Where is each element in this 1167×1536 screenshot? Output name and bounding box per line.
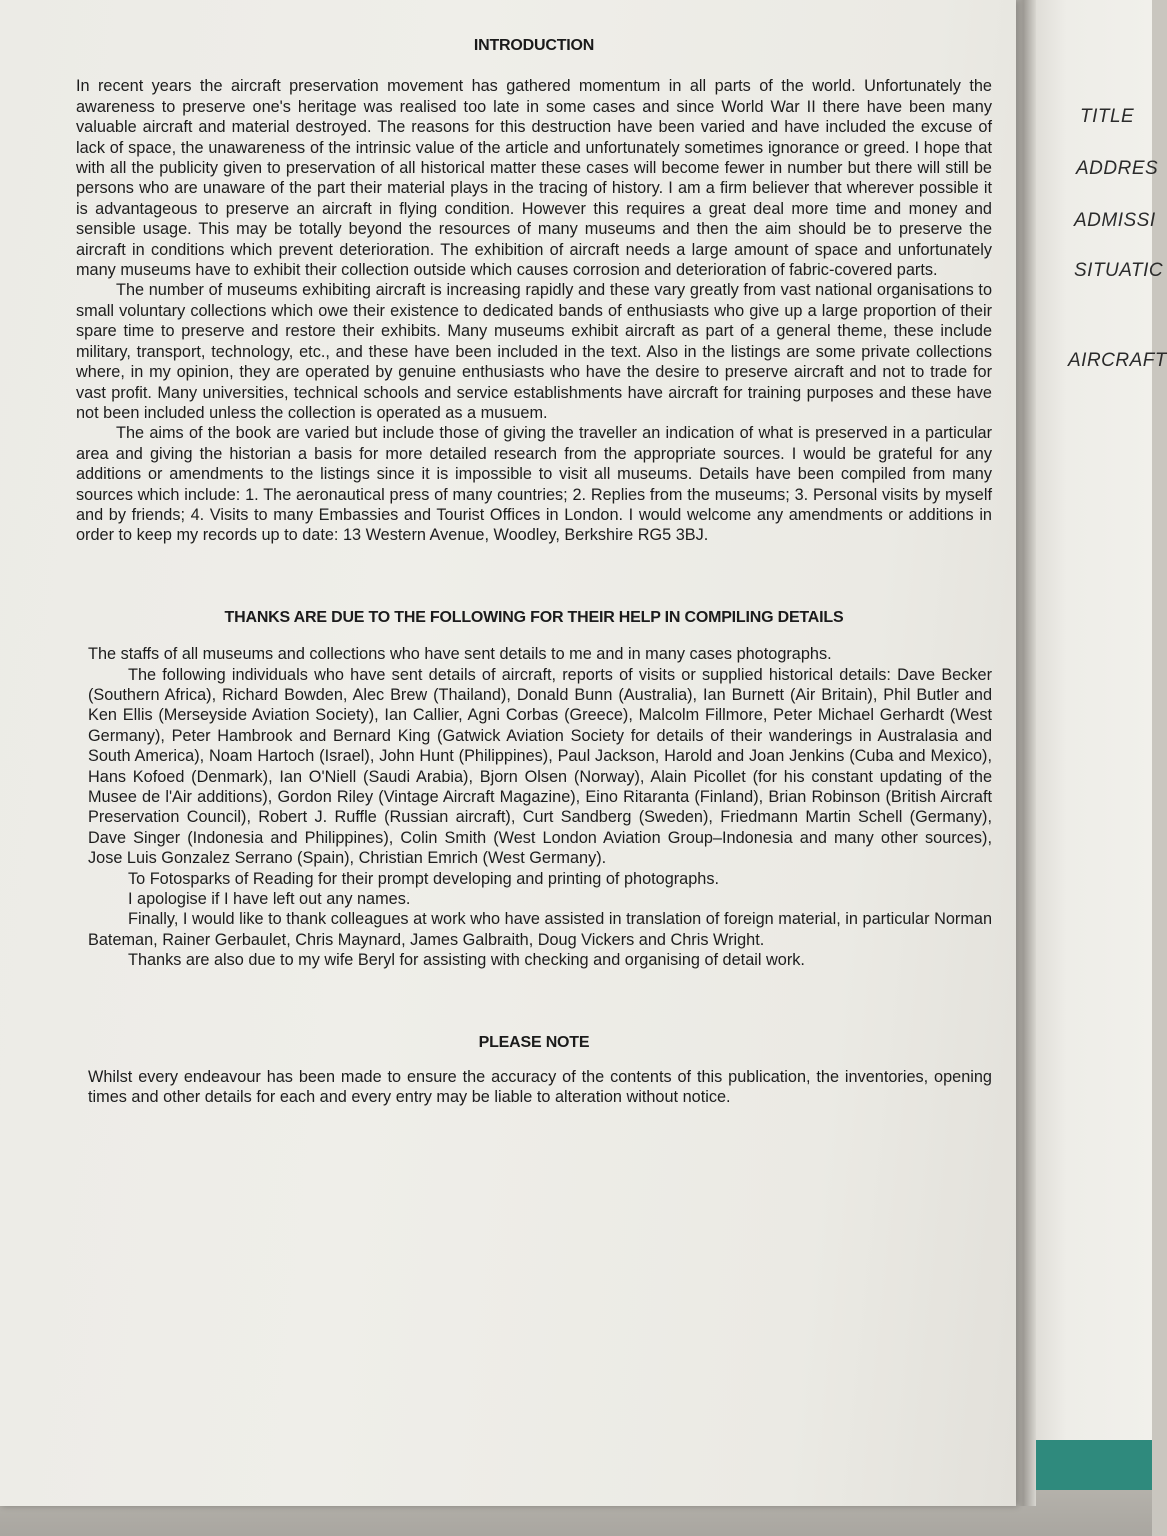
thanks-paragraph-2: The following individuals who have sent details of aircraft, reports of visits or supplied historical details: Dave Becker (Southern Africa), Richard Bowden, Alec Brew (Thailand), Donald Bunn (Australia), Ian Burnett (Air Britain), Phil Butler and Ken Ellis (Merseyside Aviation Society), Ian Callier, Agni Corbas (Greece), Malcolm Fillmore, Peter Michael Gerhardt (West Germany), Peter Hambrook and Bernard King (Gatwick Aviation Society for details of their wanderings in Australasia and South America), Noam Hartoch (Israel), John Hunt (Philippines), Paul Jackson, Harold and Joan Jenkins (Cuba and Mexico), Hans Kofoed (Denmark), Ian O'Niell (Saudi Arabia), Bjorn Olsen (Norway), Alain Picollet (for his constant updating of the Musee de l'Air additions), Gordon Riley (Vintage Aircraft Magazine), Eino Ritaranta (Finland), Brian Robinson (British Aircraft Preservation Council), Robert J. Ruffle (Russian aircraft), Curt Sandberg (Sweden), Friedmann Martin Schell (Germany), Dave Singer (Indonesia and Philippines), Colin Smith (West London Aviation Group–Indonesia and many other sources), Jose Luis Gonzalez Serrano (Spain), Christian Emrich (West Germany). (88, 665, 992, 868)
thanks-title: THANKS ARE DUE TO THE FOLLOWING FOR THEIR HELP IN COMPILING DETAILS (224, 608, 844, 626)
page-content (76, 36, 992, 1108)
thanks-paragraph-3: To Fotosparks of Reading for their prompt developing and printing of photographs. (128, 869, 720, 888)
thanks-paragraph-5: Finally, I would like to thank colleagues at work who have assisted in translation of foreign material, in particular Norman Bateman, Rainer Gerbaulet, Chris Maynard, James Galbraith, Doug Vickers and Chris Wright. (88, 910, 992, 949)
right-label-aircraft: AIRCRAFT (1068, 350, 1167, 371)
right-label-situation: SITUATIC (1074, 260, 1164, 281)
intro-paragraph-3: The aims of the book are varied but include those of giving the traveller an indication of what is preserved in a particular area and giving the historian a basis for more detailed research from the appropriate sources. I would be grateful for any additions or amendments to the listings since it is impossible to visit all museums. Details have been compiled from many sources which include: 1. The aeronautical press of many countries; 2. Replies from the museums; 3. Personal visits by myself and by friends; 4. Visits to many Embassies and Tourist Offices in London. I would welcome any amendments or additions in order to keep my records up to date: 13 Western Avenue, Woodley, Berkshire RG5 3BJ. (76, 424, 992, 545)
thanks-paragraph-4: I apologise if I have left out any names. (128, 890, 411, 909)
thanks-section (76, 608, 992, 971)
note-title: PLEASE NOTE (478, 1033, 590, 1051)
intro-paragraph-2: The number of museums exhibiting aircraft is increasing rapidly and these vary greatly from vast national organisations to small voluntary collections which owe their existence to dedicated bands of enthusiasts who give up a large proportion of their spare time to preserve and restore their exhibits. Many museums exhibit aircraft as part of a general theme, these include military, transport, technology, etc., and these have been included in the text. Also in the listings are some private collections where, in my opinion, they are operated by genuine enthusiasts who have the desire to preserve aircraft and not to trade for vast profit. Many universities, technical schools and service establishments have aircraft for training purposes and these have not been included unless the collection is operated as a musuem. (76, 281, 992, 422)
note-text: Whilst every endeavour has been made to ensure the accuracy of the contents of this publication, the inventories, opening times and other details for each and every entry may be liable to alteration without notice. (88, 1068, 992, 1107)
introduction-title: INTRODUCTION (473, 37, 595, 54)
right-label-admission: ADMISSI (1074, 210, 1156, 231)
thanks-paragraph-6: Thanks are also due to my wife Beryl for assisting with checking and organising of detail work. (128, 951, 805, 970)
right-label-title: TITLE (1080, 106, 1135, 127)
introduction-section (76, 36, 992, 546)
right-label-address: ADDRES (1076, 158, 1159, 179)
intro-paragraph-1: In recent years the aircraft preservation movement has gathered momentum in all parts of the world. Unfortunately the awareness to preserve one's heritage was realised too late in some cases and since World War II there have been many valuable aircraft and material destroyed. The reasons for this destruction have been varied and have included the excuse of lack of space, the unawareness of the intrinsic value of the article and unfortunately sometimes ignorance or greed. I hope that with all the publicity given to preservation of all historical matter these cases will become fewer in number but there will still be persons who are unaware of the part their material plays in the tracing of history. I am a firm believer that wherever possible it is advantageous to preserve an aircraft in flying condition. However this requires a great deal more time and money and sensible usage. This may be totally beyond the resources of many museums and then the aim should be to preserve the aircraft in conditions which prevent deterioration. The exhibition of aircraft needs a large amount of space and unfortunately many museums have to exhibit their collection outside which causes corrosion and deterioration of fabric-covered parts. (76, 77, 992, 280)
note-section (76, 1033, 992, 1108)
thanks-paragraph-1: The staffs of all museums and collections who have sent details to me and in many cases photographs. (88, 645, 832, 664)
